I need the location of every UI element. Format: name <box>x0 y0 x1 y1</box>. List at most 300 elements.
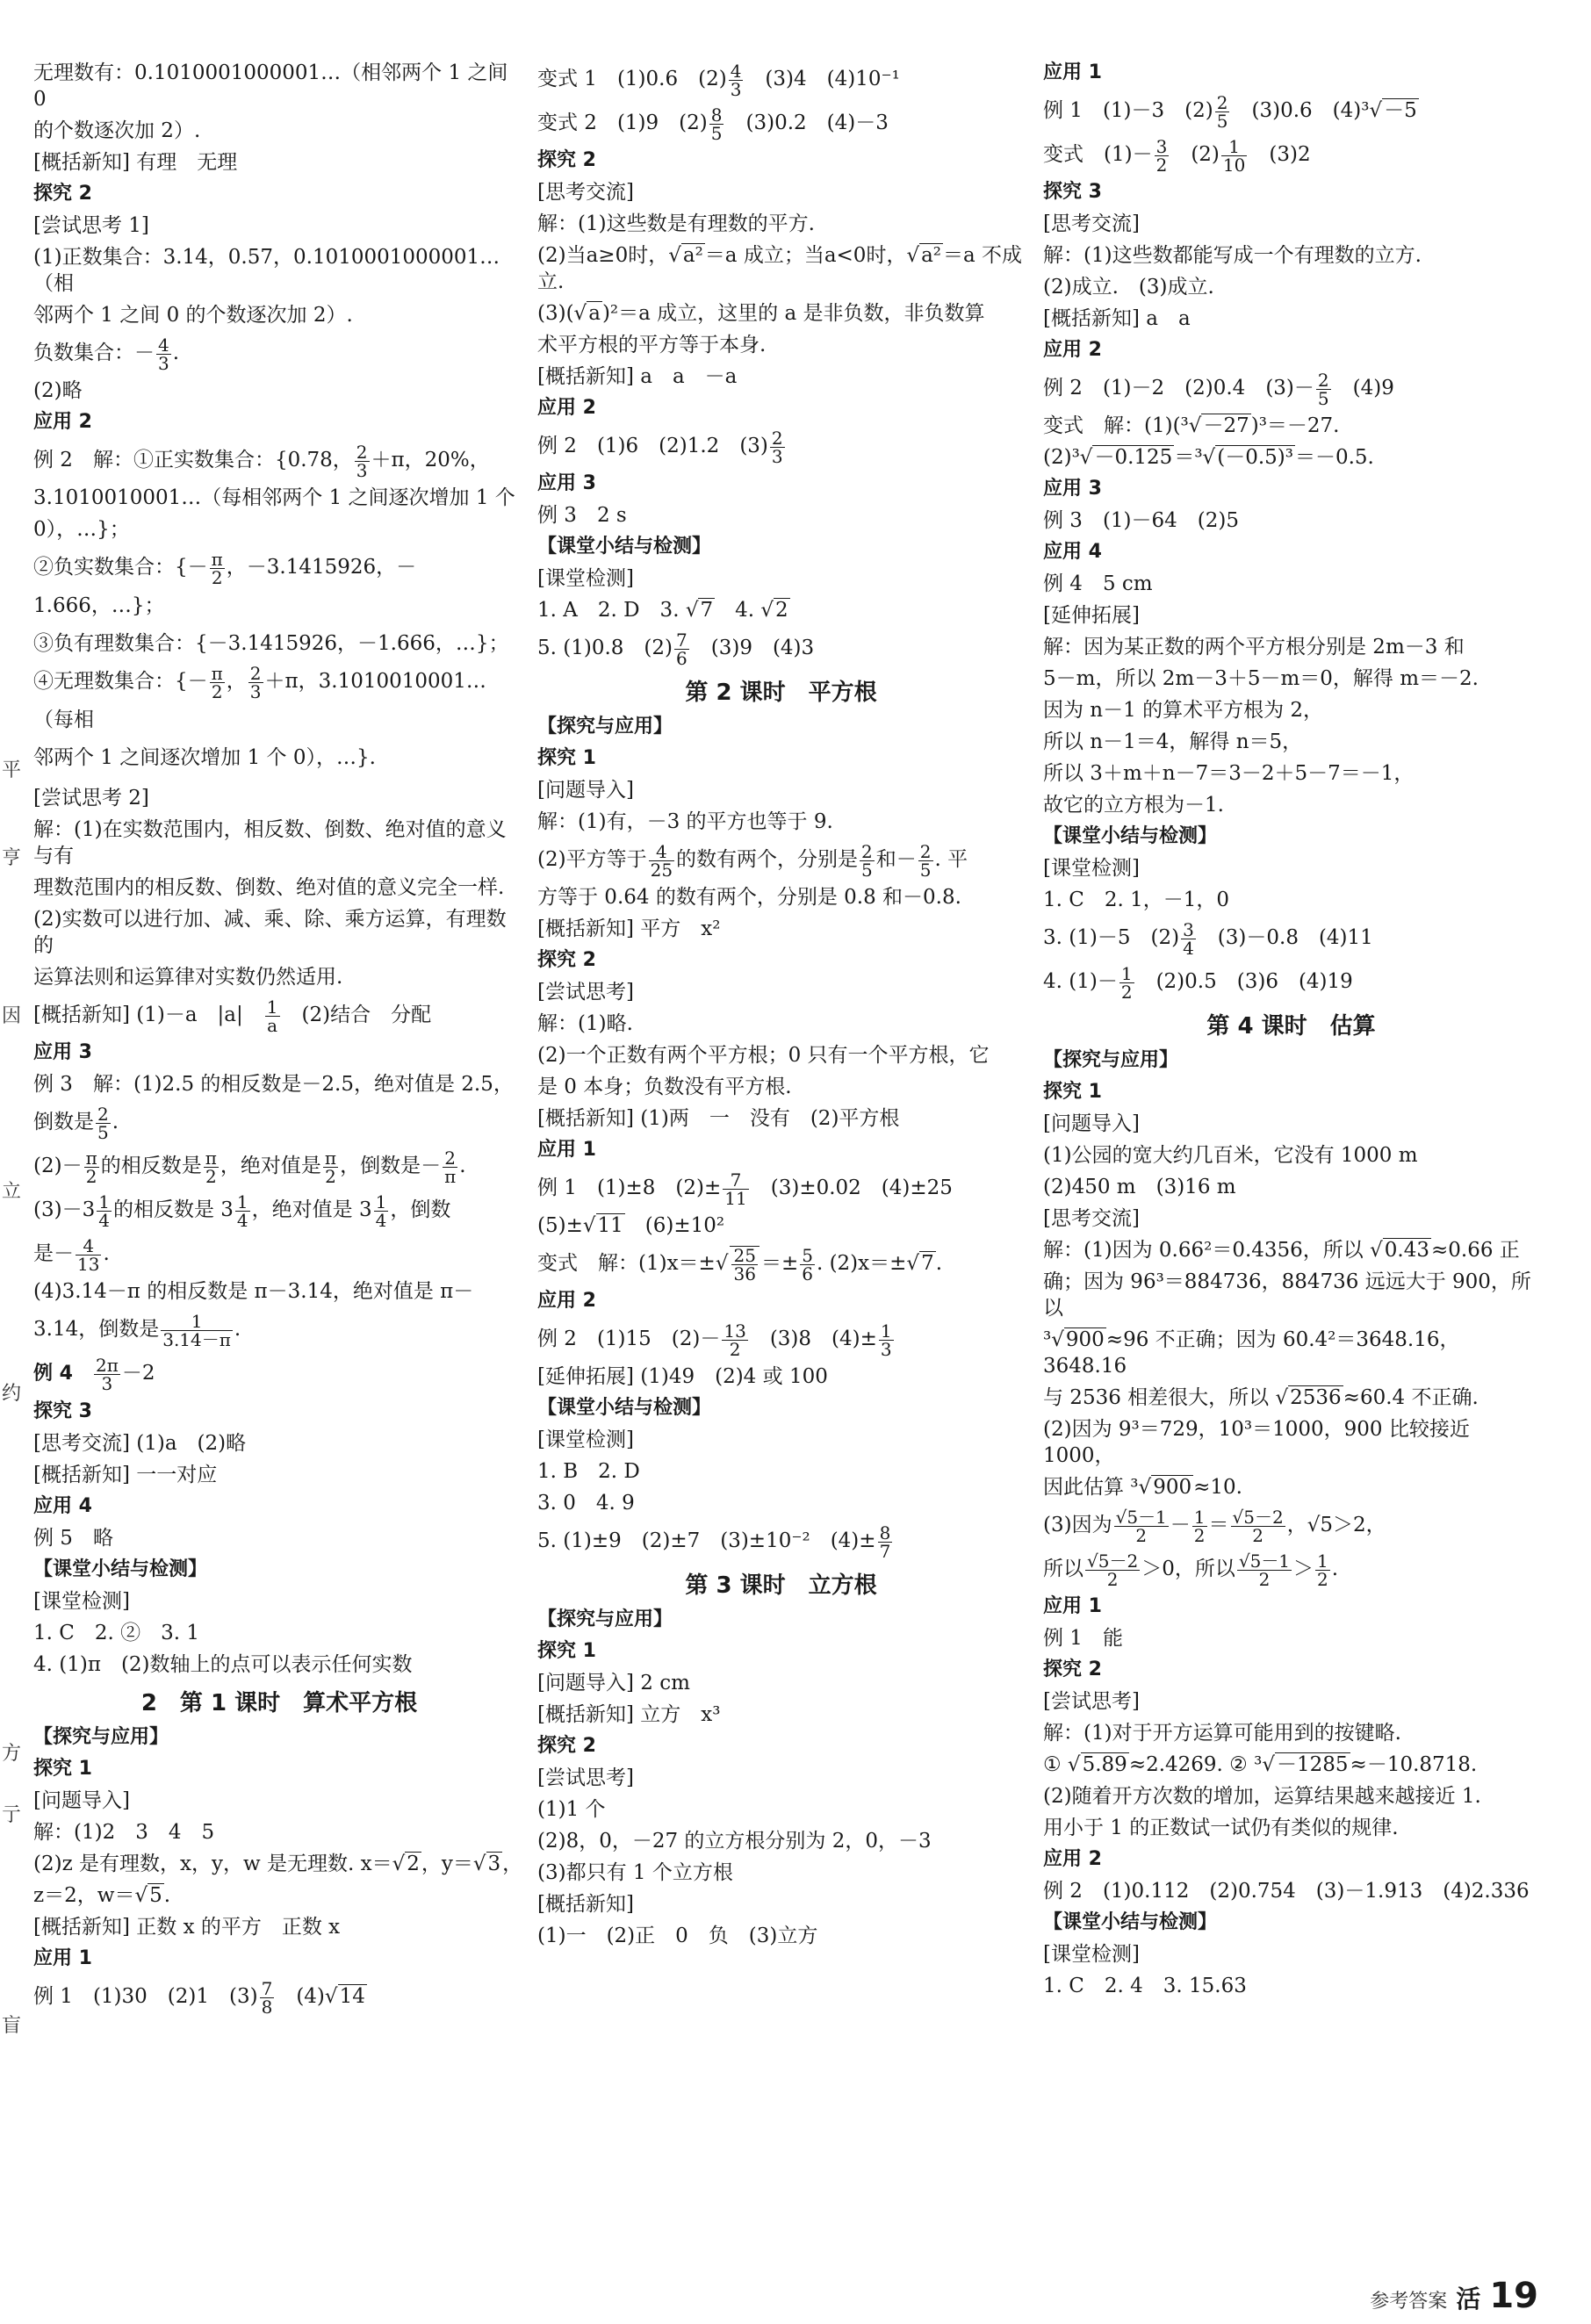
numerator: 2 <box>1216 91 1228 113</box>
text: . 平 <box>934 848 968 871</box>
fraction <box>374 1193 389 1229</box>
text-line: [尝试思考] <box>537 1766 634 1789</box>
section-heading: 探究 2 <box>537 949 596 971</box>
text: ④无理数集合：{－ <box>33 670 208 693</box>
radicand: 7 <box>700 599 714 622</box>
section-heading: 【探究与应用】 <box>33 1726 169 1748</box>
lesson-title: 第 3 课时 立方根 <box>685 1572 877 1599</box>
numerator: 2 <box>356 441 368 463</box>
numerator: 25 <box>733 1245 756 1266</box>
text-line: (2)一个正数有两个平方根；0 只有一个平方根，它 <box>537 1044 990 1067</box>
text-line: (2)略 <box>33 379 83 402</box>
text-line: [概括新知] 有理 无理 <box>33 151 238 174</box>
denominator: 2 <box>1155 154 1168 176</box>
text-line: [延伸拓展] <box>1043 604 1140 627</box>
denominator: 2 <box>1317 1568 1328 1590</box>
denominator: 8 <box>261 1996 273 2018</box>
text-line: 3.1010010001…（每相邻两个 1 之间逐次增加 1 个 <box>33 486 515 509</box>
denominator: 10 <box>1222 154 1246 176</box>
text-line <box>537 60 1025 98</box>
text: ≈2.4269. ② ³√ <box>1128 1753 1275 1776</box>
text: (3)0.2 (4)－3 <box>725 112 889 134</box>
numerator: 13 <box>724 1320 746 1342</box>
text: ＝a 不成立. <box>537 244 1023 293</box>
fraction <box>730 1246 759 1283</box>
fraction <box>1237 1552 1292 1588</box>
text: 解：(1)因为 0.66²＝0.4356，所以 √ <box>1043 1239 1383 1262</box>
text-line: 用小于 1 的正数试一试仍有类似的规律. <box>1043 1817 1399 1839</box>
numerator: 2 <box>771 427 783 449</box>
fraction <box>260 1977 275 2018</box>
page-footer <box>1370 2276 1538 2316</box>
numerator: 2 <box>97 1103 109 1125</box>
text-line: [问题导入] <box>33 1789 130 1812</box>
denominator: 4 <box>236 1209 248 1231</box>
fraction <box>156 336 171 372</box>
text: ＝ <box>1208 1514 1229 1536</box>
column-3 <box>1043 60 1539 2004</box>
radicand: 0.43 <box>1384 1239 1429 1262</box>
fraction <box>860 840 875 881</box>
numerator: 1 <box>236 1191 248 1212</box>
section-heading: 探究 1 <box>537 747 596 769</box>
section-heading: 应用 3 <box>1043 478 1102 500</box>
text-line <box>1043 413 1539 439</box>
margin-fragment: 立 <box>2 1181 22 1203</box>
text-line <box>1043 1506 1539 1544</box>
text: 例 1 (1)30 (2)1 (3) <box>33 1985 258 2008</box>
denominator: 4 <box>375 1209 387 1231</box>
text-line <box>537 242 1025 295</box>
text-line: [课堂检测] <box>537 1428 634 1451</box>
radicand: 900 <box>1153 1476 1192 1499</box>
numerator: 2 <box>443 1149 457 1168</box>
text-line <box>1043 1237 1539 1263</box>
text-line <box>33 441 525 479</box>
text: 变式 2 (1)9 (2) <box>537 112 708 134</box>
text: 与 2536 相差很大，所以 √ <box>1043 1386 1289 1409</box>
radicand: a² <box>921 244 942 267</box>
text-line <box>537 104 1025 142</box>
denominator: 5 <box>1317 387 1329 409</box>
text: 所以 <box>1043 1558 1083 1580</box>
text-line <box>1043 1474 1539 1500</box>
denominator: 5 <box>97 1121 109 1143</box>
text-line: 解：(1)对于开方运算可能用到的按键略. <box>1043 1722 1401 1745</box>
text-line: [延伸拓展] (1)49 (2)4 或 100 <box>537 1365 828 1388</box>
section-heading: 应用 4 <box>1043 541 1102 563</box>
radicand: a <box>588 302 601 325</box>
fraction <box>709 106 724 142</box>
radicand: －27 <box>1203 414 1249 437</box>
numerator: 4 <box>730 60 742 82</box>
text: )²＝a 成立，这里的 a 是非负数，非负数算 <box>601 302 985 325</box>
text: (3)9 (4)3 <box>690 637 815 659</box>
text: ， <box>502 1853 523 1875</box>
section-heading: 【探究与应用】 <box>537 1608 673 1630</box>
text: ＝³√ <box>1174 446 1216 469</box>
denominator: 5 <box>1216 110 1228 132</box>
denominator: 2 <box>211 680 223 702</box>
denominator: a <box>267 1014 278 1036</box>
fraction <box>323 1149 338 1185</box>
radicand: 2 <box>407 1853 420 1875</box>
denominator: 4 <box>98 1209 110 1231</box>
section-heading: 探究 2 <box>537 1735 596 1757</box>
text: ³√ <box>1043 1328 1064 1351</box>
text: (4)√ <box>276 1985 338 2008</box>
text-line: [尝试思考] <box>537 981 634 1004</box>
denominator: 4 <box>1183 937 1194 959</box>
text-line <box>537 1212 1025 1239</box>
text-line: 4. (1)π (2)数轴上的点可以表示任何实数 <box>33 1653 413 1676</box>
numerator: π <box>205 1147 217 1169</box>
text-line: [思考交流] <box>537 181 634 204</box>
text-line: 所以 3＋m＋n－7＝3－2＋5－7＝－1， <box>1043 762 1415 785</box>
fraction <box>97 1193 112 1229</box>
text-line: 故它的立方根为－1. <box>1043 794 1224 817</box>
text: ，绝对值是 <box>220 1155 321 1177</box>
text: 3. (1)－5 (2) <box>1043 926 1180 949</box>
text-line <box>537 427 1025 465</box>
radicand: 7 <box>921 1252 934 1275</box>
denominator: 3 <box>771 445 783 467</box>
text: ≈0.66 正 <box>1431 1239 1520 1262</box>
text: [概括新知] (1)－a |a| <box>33 1004 263 1026</box>
section-heading: 应用 2 <box>1043 339 1102 361</box>
text: 例 2 (1)15 (2)－ <box>537 1327 721 1350</box>
numerator: 1 <box>1120 962 1133 984</box>
fraction <box>879 1322 894 1358</box>
fraction <box>96 1105 111 1141</box>
text-line <box>1043 1752 1539 1778</box>
text-line: (1)公园的宽大约几百米，它没有 1000 m <box>1043 1144 1418 1167</box>
text: 例 2 (1)6 (2)1.2 (3) <box>537 435 768 457</box>
text: 负数集合：－ <box>33 342 155 364</box>
denominator: 3 <box>158 352 169 374</box>
text-line <box>1043 962 1539 1001</box>
text-line <box>33 1234 525 1273</box>
denominator: π <box>444 1165 457 1187</box>
text-line: 解：(1)有，－3 的平方也等于 9. <box>537 810 833 833</box>
fraction <box>161 1310 233 1350</box>
text: 4. (1)－ <box>1043 970 1118 993</box>
text-line: 运算法则和运算律对实数仍然适用. <box>33 966 343 989</box>
text-line <box>537 1244 1025 1283</box>
section-heading: 应用 4 <box>33 1495 92 1517</box>
text: 和－ <box>875 848 917 871</box>
brand-mark: 活 <box>1456 2284 1481 2313</box>
text: ＞0，所以 <box>1141 1558 1235 1580</box>
text-line <box>33 662 525 739</box>
section-heading: 应用 1 <box>1043 1595 1102 1617</box>
text-line: ③负有理数集合：{－3.1415926，－1.666，…}； <box>33 632 509 655</box>
text-line: 例 3 (1)－64 (2)5 <box>1043 509 1240 532</box>
lesson-title: 第 4 课时 估算 <box>1206 1013 1376 1040</box>
section-heading: 应用 2 <box>33 411 92 433</box>
fraction <box>84 1149 99 1185</box>
numerator: 5 <box>802 1244 813 1266</box>
text: . <box>163 1884 171 1907</box>
text-line: (3)都只有 1 个立方根 <box>537 1861 733 1884</box>
fraction <box>1181 918 1196 959</box>
radicand: 5.89 <box>1082 1753 1127 1776</box>
margin-fragment: 亨 <box>2 847 22 869</box>
text-line: (2)450 m (3)16 m <box>1043 1176 1236 1198</box>
text-line: 解：因为某正数的两个平方根分别是 2m－3 和 <box>1043 636 1465 658</box>
margin-fragment: 约 <box>2 1383 22 1405</box>
numerator: 8 <box>710 104 723 126</box>
text-line: (1)一 (2)正 0 负 (3)立方 <box>537 1925 818 1947</box>
denominator: 2 <box>1120 981 1133 1003</box>
section-heading: 应用 2 <box>537 1290 596 1312</box>
numerator: π <box>85 1147 97 1169</box>
text: (3)0.6 (4)³√ <box>1231 99 1383 122</box>
text-line <box>537 1320 1025 1358</box>
denominator: 2 <box>1193 1524 1206 1546</box>
text-line: [思考交流] <box>1043 212 1140 235</box>
denominator: 3 <box>356 459 368 481</box>
text-line: 1. C 2. ② 3. 1 <box>33 1622 199 1644</box>
text: (3)8 (4)± <box>749 1327 877 1350</box>
numerator: π <box>211 548 223 570</box>
margin-fragment: 平 <box>2 759 22 781</box>
text: 变式 1 (1)0.6 (2) <box>537 68 727 90</box>
text-line <box>33 548 525 625</box>
fraction <box>1085 1552 1140 1588</box>
text-line: (2)实数可以进行加、减、乘、除、乘方运算，有理数的 <box>33 908 507 957</box>
text-line: [课堂检测] <box>537 567 634 590</box>
fraction <box>235 1193 250 1229</box>
fraction <box>770 429 785 465</box>
text-line <box>33 334 525 372</box>
text-line: [尝试思考 2] <box>33 787 149 809</box>
section-heading: 【课堂小结与检测】 <box>33 1558 208 1580</box>
text: (4)9 <box>1332 377 1394 399</box>
radicand: －0.125 <box>1094 446 1173 469</box>
text: 4. √ <box>715 599 774 622</box>
section-heading: 应用 2 <box>537 397 596 419</box>
radicand: －1285 <box>1277 1753 1349 1776</box>
text-line <box>1043 91 1539 130</box>
text-line: [问题导入] 2 cm <box>537 1672 690 1694</box>
text: ，y＝√ <box>421 1853 486 1875</box>
fraction <box>1221 135 1247 176</box>
text-line: (2)随着开方次数的增加，运算结果越来越接近 1. <box>1043 1785 1481 1808</box>
text-line: 1. C 2. 4 3. 15.63 <box>1043 1975 1247 1997</box>
numerator: 2 <box>919 840 932 862</box>
text: (2) <box>1170 143 1220 166</box>
text: 5. (1)±9 (2)±7 (3)±10⁻² (4)± <box>537 1529 876 1552</box>
margin-fragment: 因 <box>2 1005 22 1027</box>
text-line <box>537 1522 1025 1560</box>
text-line: (4)3.14－π 的相反数是 π－3.14，绝对值是 π－ <box>33 1280 474 1303</box>
fraction <box>729 62 744 98</box>
text-line: 邻两个 1 之间 0 的个数逐次加 2）. <box>33 304 353 327</box>
numerator: 2 <box>249 662 262 684</box>
numerator: 1 <box>1193 1506 1206 1528</box>
text: (2)当a≥0时，√ <box>537 244 681 267</box>
text-line <box>1043 1550 1539 1588</box>
text: ＋π，20%， <box>371 449 490 471</box>
text: 3.14，倒数是 <box>33 1318 160 1341</box>
text-line <box>537 300 1025 327</box>
text-line <box>33 1310 525 1349</box>
fraction <box>878 1524 893 1560</box>
text-line: 例 3 解：(1)2.5 的相反数是－2.5，绝对值是 2.5， <box>33 1073 514 1096</box>
text-line: (2)成立. (3)成立. <box>1043 276 1214 299</box>
numerator: 7 <box>723 1171 748 1190</box>
numerator: 1 <box>266 996 278 1018</box>
text: . <box>112 1111 119 1133</box>
denominator: 3 <box>101 1372 113 1394</box>
fraction <box>649 840 674 881</box>
text: (2)平方等于 <box>537 848 647 871</box>
text: (2)0.5 (3)6 (4)19 <box>1135 970 1353 993</box>
section-heading: 【课堂小结与检测】 <box>1043 825 1218 847</box>
text-line: 所以 n－1＝4，解得 n＝5， <box>1043 730 1303 753</box>
text: (3)±0.02 (4)±25 <box>750 1176 953 1199</box>
numerator: 3 <box>1183 918 1194 940</box>
text-line: 1. B 2. D <box>537 1460 640 1483</box>
text: ≈－10.8718. <box>1350 1753 1478 1776</box>
text-line: 因为 n－1 的算术平方根为 2， <box>1043 699 1324 722</box>
text-line: 例 2 (1)0.112 (2)0.754 (3)－1.913 (4)2.336 <box>1043 1880 1530 1903</box>
text: － <box>1170 1514 1191 1536</box>
fraction <box>355 443 370 479</box>
fraction <box>1119 962 1134 1003</box>
text-line <box>33 1191 525 1229</box>
radicand: 900 <box>1065 1328 1105 1351</box>
text-line: [尝试思考] <box>1043 1690 1140 1713</box>
text-line <box>33 1354 525 1393</box>
text-line: 解：(1)这些数都能写成一个有理数的立方. <box>1043 244 1422 267</box>
section-heading: 探究 2 <box>33 183 92 205</box>
text: . (2)x＝±√ <box>816 1252 920 1275</box>
column-2 <box>537 60 1025 1954</box>
fraction <box>723 1171 748 1207</box>
footer-label: 参考答案 <box>1370 2291 1448 2313</box>
section-heading: 【探究与应用】 <box>537 716 673 737</box>
numerator: 7 <box>676 629 688 651</box>
text-line: [概括新知] (1)两 一 没有 (2)平方根 <box>537 1107 900 1130</box>
text: . <box>1331 1558 1339 1580</box>
text: 变式 解：(1)(³√ <box>1043 414 1202 437</box>
text-line: 确；因为 96³＝884736，884736 远远大于 900，所以 <box>1043 1270 1531 1320</box>
text: (2)结合 分配 <box>281 1004 432 1026</box>
denominator: 2 <box>211 566 223 588</box>
text: ＝a 成立；当a<0时，√ <box>704 244 920 267</box>
fraction <box>722 1322 747 1358</box>
page-number: 19 <box>1489 2276 1538 2316</box>
text: 变式 (1)－ <box>1043 143 1153 166</box>
text-line: 理数范围内的相反数、倒数、绝对值的意义完全一样. <box>33 876 505 899</box>
numerator: 1 <box>880 1320 892 1342</box>
section-heading: 【探究与应用】 <box>1043 1049 1179 1071</box>
section-heading: 应用 1 <box>1043 61 1102 83</box>
text-line: 例 5 略 <box>33 1527 113 1550</box>
text: ① √ <box>1043 1753 1081 1776</box>
text: (2)³√ <box>1043 446 1093 469</box>
section-heading: 探究 3 <box>33 1400 92 1422</box>
section-heading: 应用 3 <box>537 472 596 494</box>
denominator: 5 <box>710 122 723 144</box>
text-line: (2)8，0，－27 的立方根分别为 2，0，－3 <box>537 1830 932 1853</box>
numerator: 2 <box>1317 369 1329 391</box>
numerator: √5－1 <box>1238 1550 1291 1572</box>
text: ，√5＞2， <box>1286 1514 1386 1536</box>
text: z＝2，w＝√ <box>33 1884 148 1907</box>
text: ，绝对值是 3 <box>251 1198 372 1221</box>
text-line <box>33 1882 525 1909</box>
fraction <box>265 998 280 1034</box>
text: 1. A 2. D 3. √ <box>537 599 699 622</box>
denominator: 3 <box>730 78 742 100</box>
denominator: 11 <box>724 1187 747 1209</box>
text-line <box>33 1103 525 1141</box>
radicand: －5 <box>1384 99 1417 122</box>
text-line: 解：(1)在实数范围内，相反数、倒数、绝对值的意义与有 <box>33 818 507 867</box>
text: 例 2 (1)－2 (2)0.4 (3)－ <box>1043 377 1314 399</box>
text-line <box>33 1147 525 1185</box>
numerator: 4 <box>649 843 674 861</box>
text-line: (2)因为 9³＝729，10³＝1000，900 比较接近 1000， <box>1043 1418 1470 1467</box>
text-line: (1)正数集合：3.14，0.57，0.1010001000001…（相 <box>33 246 500 295</box>
text-line: 例 3 2 s <box>537 504 627 527</box>
section-heading: 探究 2 <box>537 149 596 171</box>
numerator: 1 <box>161 1313 233 1331</box>
fraction <box>674 631 689 667</box>
text: 例 1 (1)－3 (2) <box>1043 99 1213 122</box>
text-line: [课堂检测] <box>1043 857 1140 880</box>
text-line: 方等于 0.64 的数有两个，分别是 0.8 和－0.8. <box>537 886 961 909</box>
text: －2 <box>121 1362 155 1385</box>
column-1 <box>33 60 525 2021</box>
text-line <box>537 840 1025 879</box>
text: ， <box>226 670 247 693</box>
text-line: 3. 0 4. 9 <box>537 1492 635 1515</box>
text-line: 例 4 5 cm <box>1043 572 1153 595</box>
text-line: [概括新知] 平方 x² <box>537 917 721 940</box>
text-line: [概括新知] a a －a <box>537 365 738 388</box>
fraction <box>918 840 933 881</box>
text: (5)±√ <box>537 1214 596 1237</box>
text: (3)因为 <box>1043 1514 1112 1536</box>
section-heading: 探究 3 <box>1043 181 1102 203</box>
text: (3)－0.8 (4)11 <box>1197 926 1373 949</box>
text: 是－ <box>33 1242 74 1265</box>
margin-fragment: 盲 <box>2 2015 22 2037</box>
radicand: 3 <box>487 1853 501 1875</box>
numerator: π <box>324 1147 337 1169</box>
section-heading: 【课堂小结与检测】 <box>537 536 712 558</box>
text: . <box>459 1155 466 1177</box>
text-line: [问题导入] <box>1043 1112 1140 1135</box>
text: 5. (1)0.8 (2) <box>537 637 673 659</box>
numerator: 1 <box>98 1191 110 1212</box>
denominator: 3 <box>880 1338 892 1360</box>
text: ②负实数集合：{－ <box>33 556 208 579</box>
text: 例 4 <box>33 1363 92 1385</box>
numerator: 4 <box>158 334 169 356</box>
section-heading: 应用 2 <box>1043 1848 1102 1870</box>
text-line <box>1043 444 1539 471</box>
fraction <box>1231 1508 1285 1544</box>
text: ＝－0.5. <box>1294 446 1374 469</box>
text-line: [概括新知] 正数 x 的平方 正数 x <box>33 1916 341 1939</box>
fraction <box>248 662 263 702</box>
text-line: (1)1 个 <box>537 1798 606 1821</box>
